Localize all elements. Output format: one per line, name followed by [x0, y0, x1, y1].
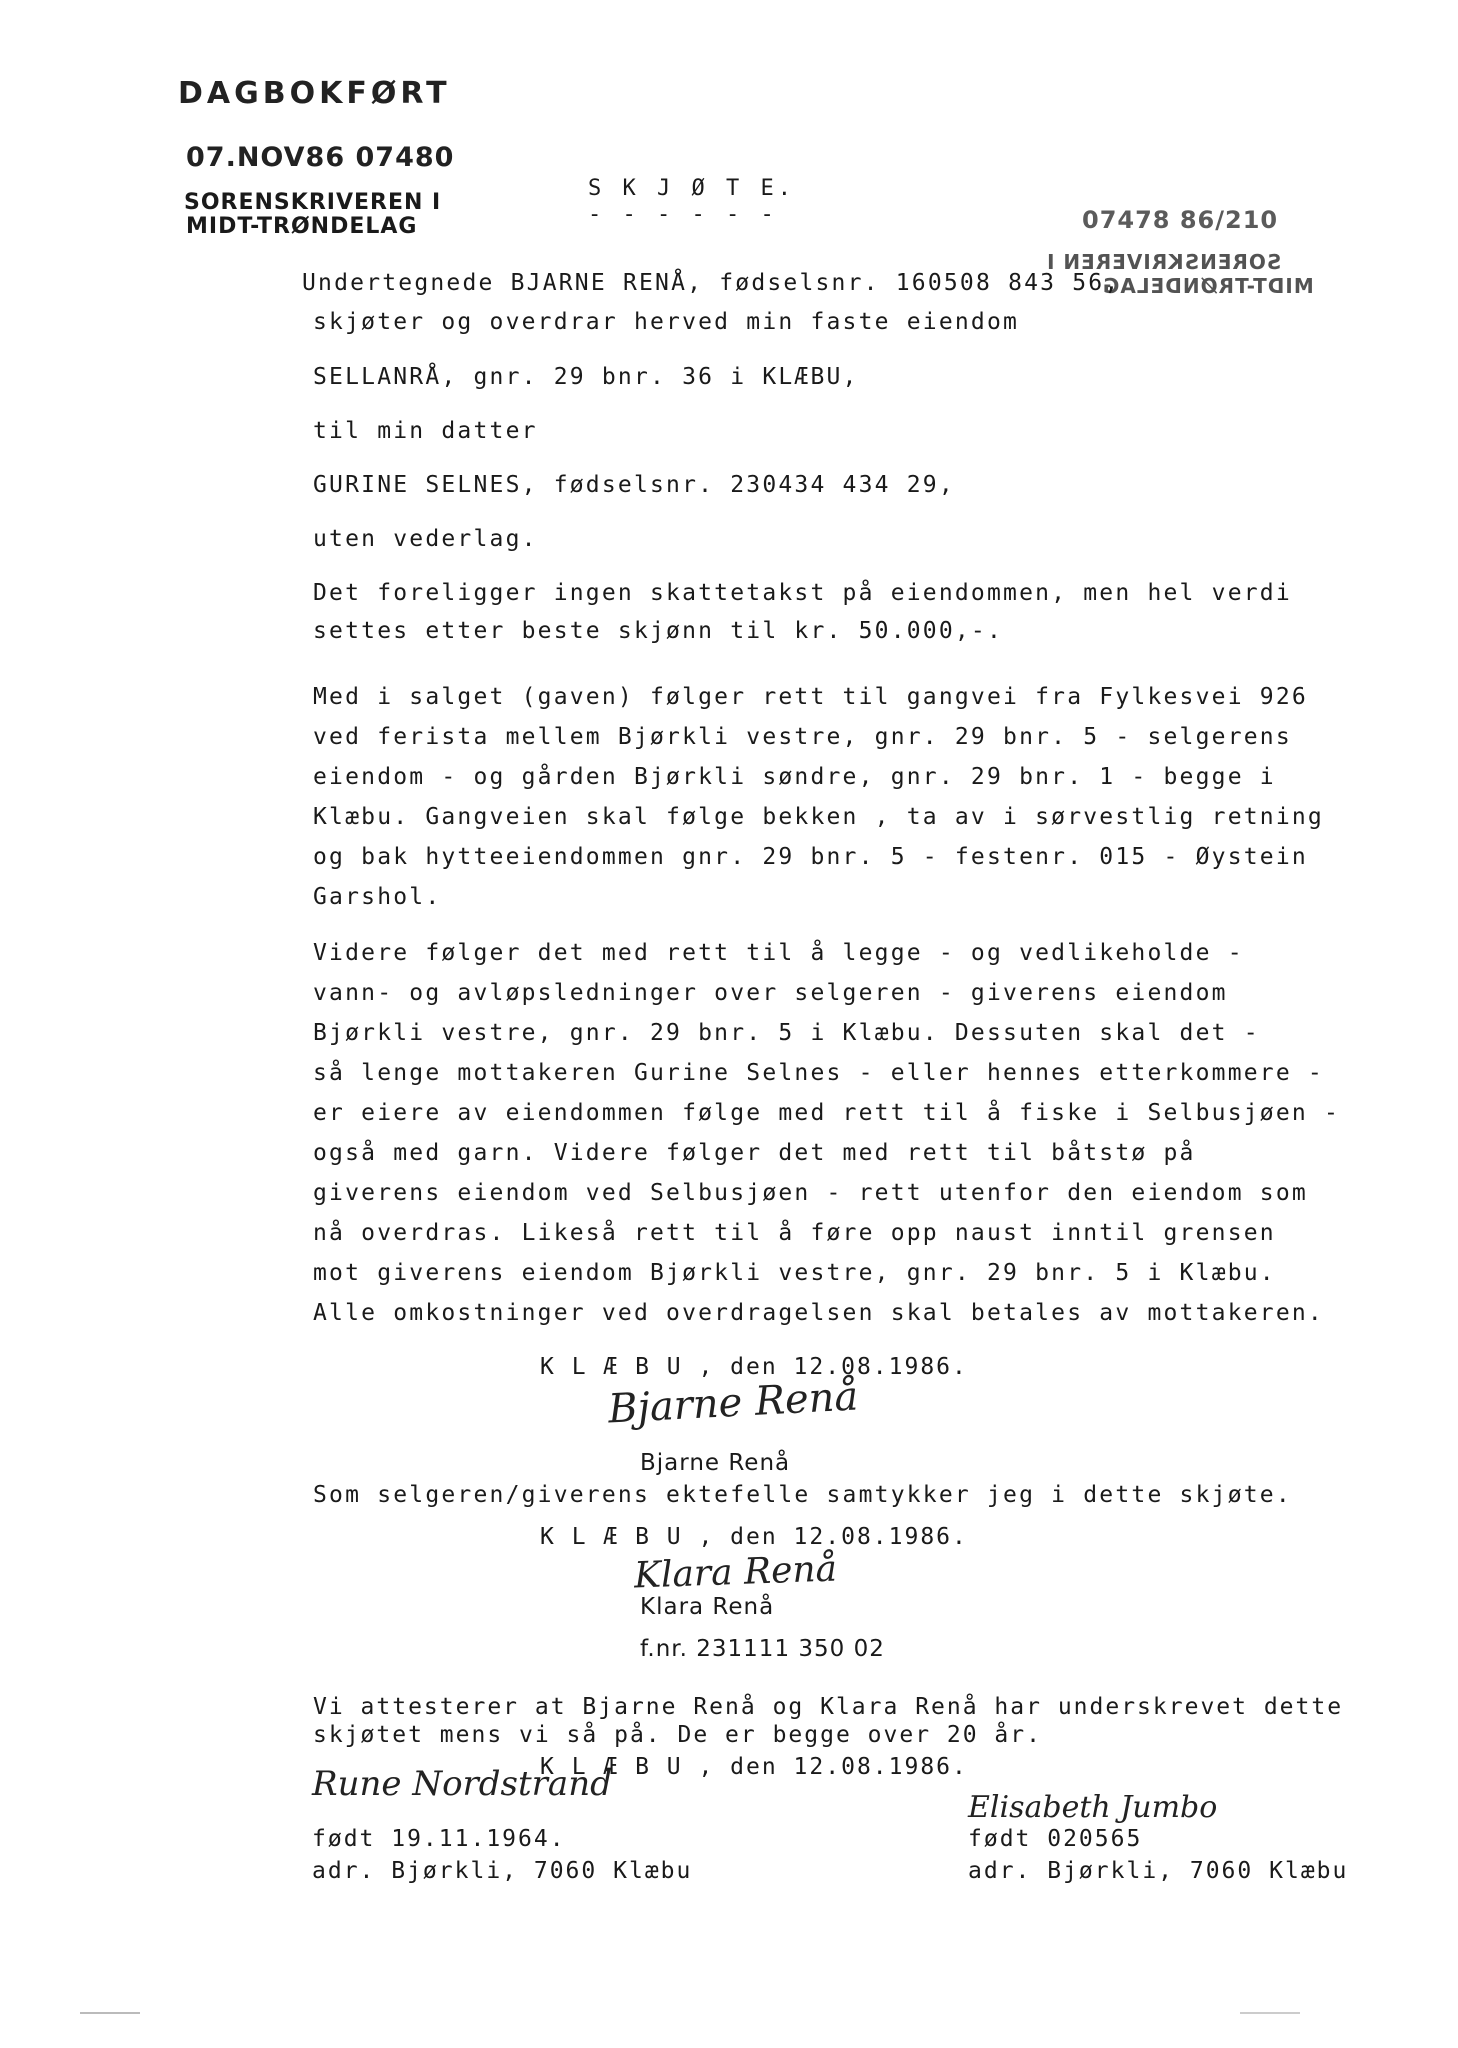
- document-title: S K J Ø T E.: [588, 176, 795, 201]
- to-line: til min datter: [313, 418, 538, 444]
- title-underline: - - - - - -: [588, 202, 778, 227]
- stamp-dagbokfort: DAGBOKFØRT: [178, 76, 451, 111]
- property-line: SELLANRÅ, gnr. 29 bnr. 36 i KLÆBU,: [313, 364, 859, 390]
- signature2-handwritten: Klara Renå: [633, 1548, 838, 1597]
- other-rights-line-10: Alle omkostninger ved overdragelsen skal betales av mottakeren.: [313, 1300, 1324, 1326]
- witness-right-born: født 020565: [968, 1826, 1143, 1852]
- witness-right-handwritten: Elisabeth Jumbo: [968, 1790, 1218, 1825]
- recipient-line: GURINE SELNES, fødselsnr. 230434 434 29,: [313, 472, 955, 498]
- witness-right-address: adr. Bjørkli, 7060 Klæbu: [968, 1858, 1349, 1884]
- valuation-line-1: Det foreligger ingen skattetakst på eiendommen, men hel verdi: [313, 580, 1292, 606]
- valuation-line-2: settes etter beste skjønn til kr. 50.000,-.: [313, 618, 1004, 644]
- stamp-office-line2: MIDT-TRØNDELAG: [186, 214, 418, 239]
- signature2-place-date: K L Æ B U , den 12.08.1986.: [540, 1524, 968, 1550]
- stamp-mirrored-line2: MIDT-TRØNDELAG: [1102, 274, 1314, 298]
- attestation-place-date: K L Æ B U , den 12.08.1986.: [540, 1754, 968, 1780]
- other-rights-line-5: er eiere av eiendommen følge med rett til å fiske i Selbusjøen -: [313, 1100, 1341, 1126]
- other-rights-line-2: vann- og avløpsledninger over selgeren - giverens eiendom: [313, 980, 1228, 1006]
- path-rights-line-5: og bak hytteeiendommen gnr. 29 bnr. 5 - festenr. 015 - Øystein: [313, 844, 1308, 870]
- other-rights-line-8: nå overdras. Likeså rett til å føre opp naust inntil grensen: [313, 1220, 1276, 1246]
- signature1-handwritten: Bjarne Renå: [606, 1373, 860, 1433]
- other-rights-line-1: Videre følger det med rett til å legge - og vedlikeholde -: [313, 940, 1244, 966]
- witness-left-address: adr. Bjørkli, 7060 Klæbu: [312, 1858, 693, 1884]
- scan-mark-bottom: [80, 2012, 140, 2014]
- other-rights-line-6: også med garn. Videre følger det med rett til båtstø på: [313, 1140, 1196, 1166]
- stamp-right-number: 07478 86/210: [1082, 206, 1279, 234]
- signature1-name: Bjarne Renå: [640, 1450, 791, 1476]
- path-rights-line-3: eiendom - og gården Bjørkli søndre, gnr. 29 bnr. 1 - begge i: [313, 764, 1276, 790]
- signature1-place-date: K L Æ B U , den 12.08.1986.: [540, 1354, 968, 1380]
- intro-line-2: skjøter og overdrar herved min faste eiendom: [313, 309, 1020, 335]
- signature2-name: Klara Renå: [640, 1594, 775, 1620]
- scan-mark-bottom-2: [1240, 2012, 1300, 2014]
- stamp-office-line1: SORENSKRIVEREN I: [184, 190, 442, 215]
- other-rights-line-7: giverens eiendom ved Selbusjøen - rett utenfor den eiendom som: [313, 1180, 1308, 1206]
- path-rights-line-4: Klæbu. Gangveien skal følge bekken , ta av i sørvestlig retning: [313, 804, 1324, 830]
- stamp-mirrored-line1: SORENSKRIVEREN I: [1046, 250, 1282, 274]
- spouse-consent: Som selgeren/giverens ektefelle samtykker jeg i dette skjøte.: [313, 1482, 1292, 1508]
- other-rights-line-3: Bjørkli vestre, gnr. 29 bnr. 5 i Klæbu. Dessuten skal det -: [313, 1020, 1260, 1046]
- attestation-line-1: Vi attesterer at Bjarne Renå og Klara Renå har underskrevet dette: [313, 1694, 1344, 1720]
- stamp-date: 07.NOV86 07480: [186, 142, 455, 173]
- witness-left-born: født 19.11.1964.: [312, 1826, 566, 1852]
- signature2-fnr: f.nr. 231111 350 02: [640, 1636, 885, 1662]
- consideration-line: uten vederlag.: [313, 526, 538, 552]
- path-rights-line-2: ved ferista mellem Bjørkli vestre, gnr. 29 bnr. 5 - selgerens: [313, 724, 1292, 750]
- other-rights-line-4: så lenge mottakeren Gurine Selnes - eller hennes etterkommere -: [313, 1060, 1324, 1086]
- witness-left-handwritten: Rune Nordstrand: [312, 1764, 612, 1804]
- intro-line-1: Undertegnede BJARNE RENÅ, fødselsnr. 160508 843 56,: [302, 270, 1121, 296]
- path-rights-line-1: Med i salget (gaven) følger rett til gangvei fra Fylkesvei 926: [313, 684, 1308, 710]
- attestation-line-2: skjøtet mens vi så på. De er begge over 20 år.: [313, 1722, 1042, 1748]
- path-rights-line-6: Garshol.: [313, 884, 442, 910]
- other-rights-line-9: mot giverens eiendom Bjørkli vestre, gnr. 29 bnr. 5 i Klæbu.: [313, 1260, 1276, 1286]
